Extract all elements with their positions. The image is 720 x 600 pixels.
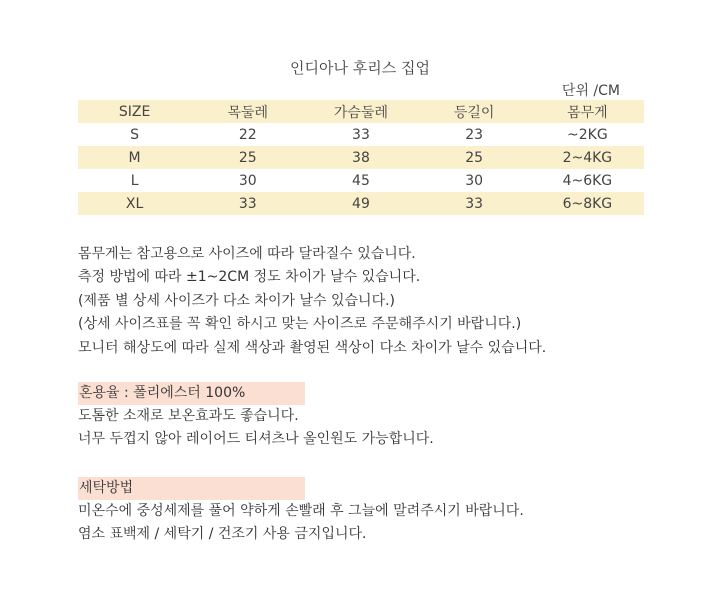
table-cell: XL — [78, 192, 191, 215]
table-cell: 23 — [465, 126, 484, 143]
column-header: 가슴둘레 — [304, 100, 417, 123]
page-title: 인디아나 후리스 집업 — [290, 59, 430, 77]
unit-label: 단위 /CM — [561, 83, 620, 99]
table-cell: L — [130, 172, 139, 189]
washing-section — [78, 477, 524, 547]
table-cell: 45 — [352, 172, 370, 189]
size-notes — [78, 243, 546, 360]
column-header: 등길이 — [418, 100, 531, 123]
table-row — [78, 123, 644, 146]
table-cell: 30 — [238, 172, 257, 189]
table-header-row — [78, 100, 644, 123]
fabric-line: 너무 두껍지 않아 레이어드 티셔츠나 올인원도 가능합니다. — [78, 431, 434, 448]
table-row — [78, 169, 644, 192]
column-header: 목둘레 — [191, 100, 304, 123]
note-line: (제품 별 상세 사이즈가 다소 차이가 날수 있습니다.) — [78, 292, 396, 309]
size-table — [78, 100, 644, 215]
washing-heading: 세탁방법 — [78, 477, 305, 500]
fabric-section — [78, 382, 434, 452]
table-cell: 4~6KG — [562, 172, 613, 189]
table-cell: 22 — [238, 126, 257, 143]
table-cell: 38 — [304, 146, 417, 169]
table-cell: 49 — [304, 192, 417, 215]
note-line: 모니터 해상도에 따라 실제 색상과 촬영된 색상이 다소 차이가 날수 있습니다. — [78, 339, 547, 356]
note-line: 측정 방법에 따라 ±1~2CM 정도 차이가 날수 있습니다. — [78, 269, 421, 286]
washing-line: 미온수에 중성세제를 풀어 약하게 손빨래 후 그늘에 말려주시기 바랍니다. — [78, 503, 524, 519]
washing-line: 염소 표백제 / 세탁기 / 건조기 사용 금지입니다. — [78, 526, 367, 543]
table-cell: S — [130, 126, 140, 143]
column-header: 몸무게 — [531, 100, 644, 123]
column-header: SIZE — [78, 100, 191, 123]
fabric-heading: 혼용율 : 폴리에스터 100% — [78, 382, 305, 405]
table-cell: ~2KG — [567, 126, 608, 143]
note-line: 몸무게는 참고용으로 사이즈에 따라 달라질수 있습니다. — [78, 246, 416, 262]
table-row — [78, 146, 644, 169]
table-cell: 33 — [352, 126, 370, 143]
table-cell: 33 — [418, 192, 531, 215]
table-cell: 6~8KG — [531, 192, 644, 215]
table-cell: 30 — [465, 172, 484, 189]
table-cell: 25 — [418, 146, 531, 169]
note-line: (상세 사이즈표를 꼭 확인 하시고 맞는 사이즈로 주문해주시기 바랍니다.) — [78, 316, 522, 333]
table-cell: 2~4KG — [531, 146, 644, 169]
fabric-line: 도톰한 소재로 보온효과도 좋습니다. — [78, 408, 299, 424]
table-cell: M — [78, 146, 191, 169]
table-row — [78, 192, 644, 215]
table-cell: 33 — [191, 192, 304, 215]
table-cell: 25 — [191, 146, 304, 169]
